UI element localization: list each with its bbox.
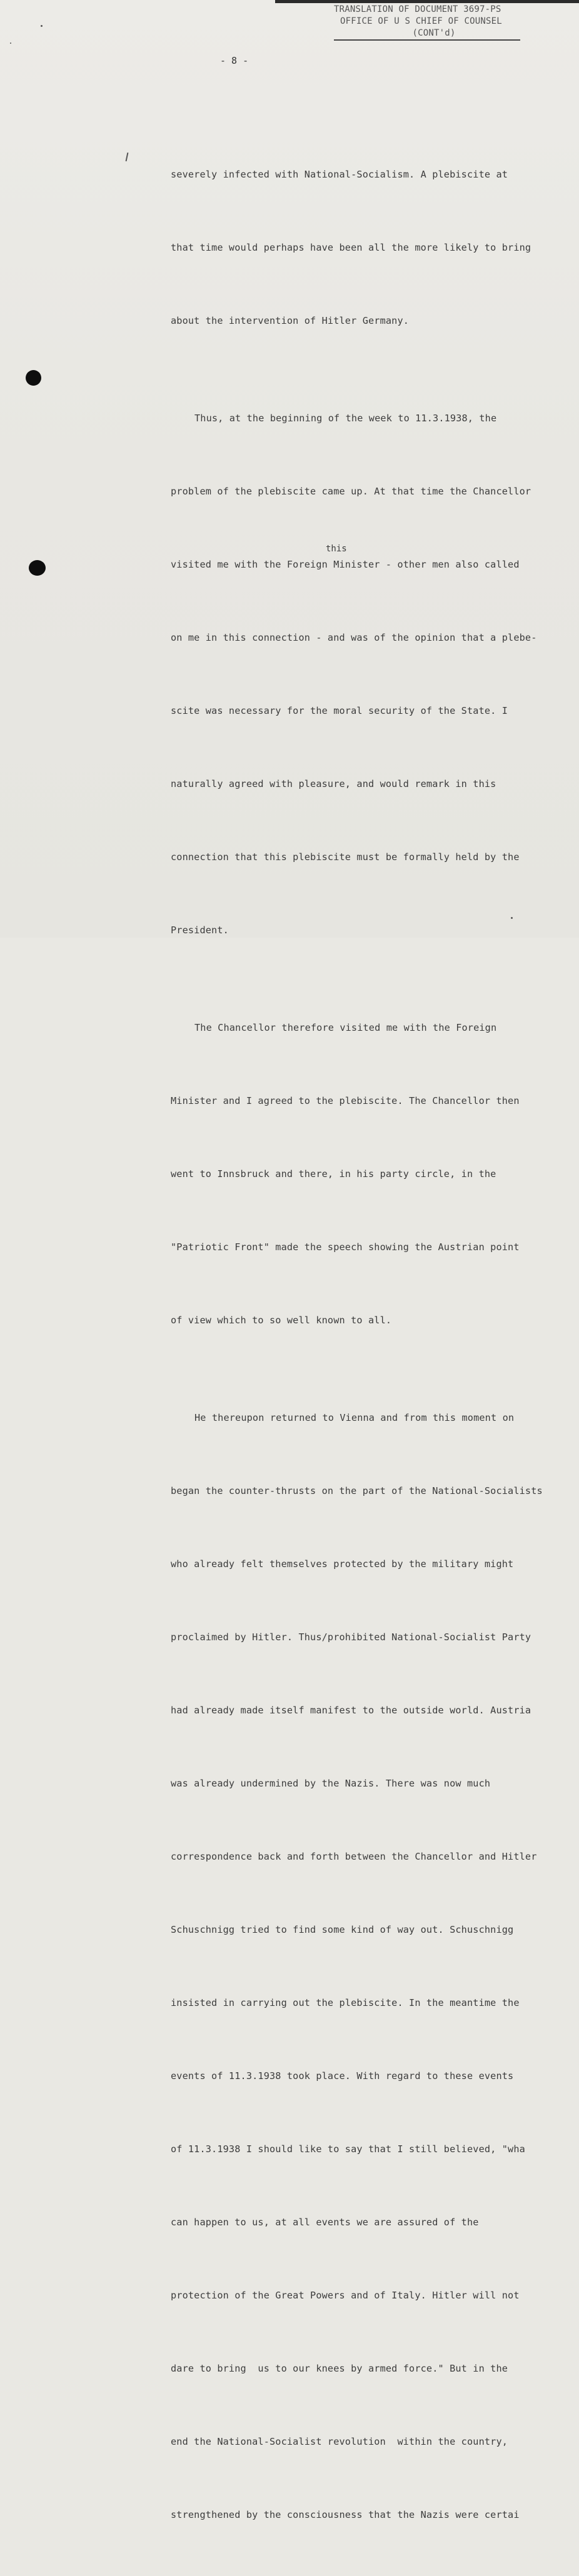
text-line: President. [171, 925, 229, 936]
text-line: strengthened by the consciousness that the Nazis were certai [171, 2509, 520, 2520]
text-line: He thereupon returned to Vienna and from this moment on [194, 1412, 515, 1423]
pencil-mark [126, 153, 128, 161]
text-line: of 11.3.1938 I should like to say that I still believed, "wha [171, 2143, 525, 2155]
header-line-translation: TRANSLATION OF DOCUMENT 3697-PS [334, 4, 501, 14]
text-line: Minister and I agreed to the plebiscite. The Chancellor then [171, 1095, 520, 1106]
text-line: insisted in carrying out the plebiscite. In the meantime the [171, 1997, 520, 2008]
text-line: began the counter-thrusts on the part of the National-Socialists [171, 1485, 543, 1496]
text-line: that time would perhaps have been all the more likely to bring [171, 242, 531, 253]
text-line: end the National-Socialist revolution within the country, [171, 2436, 508, 2447]
text-line: "Patriotic Front" made the speech showing the Austrian point [171, 1241, 520, 1253]
body-text [171, 89, 546, 2576]
document-header [334, 4, 521, 39]
text-line: scite was necessary for the moral security of the State. I [171, 705, 508, 716]
text-line: Thus, at the beginning of the week to 11.3.1938, the [194, 413, 497, 424]
paper-speck [10, 43, 11, 44]
text-line: Schuschnigg tried to find some kind of way out. Schuschnigg [171, 1924, 514, 1935]
text-line: about the intervention of Hitler Germany. [171, 315, 410, 326]
text-line: protection of the Great Powers and of Italy. Hitler will not [171, 2290, 520, 2301]
top-edge-border [275, 0, 579, 3]
text-line: visited me with the Foreign Minister - other men also called [171, 559, 520, 570]
text-line: proclaimed by Hitler. Thus/prohibited National-Socialist Party [171, 1631, 531, 1643]
paper-speck [511, 917, 513, 919]
text-line: correspondence back and forth between the Chancellor and Hitler [171, 1851, 537, 1862]
text-line: problem of the plebiscite came up. At that time the Chancellor [171, 486, 531, 497]
text-line: can happen to us, at all events we are assured of the [171, 2217, 479, 2228]
text-line: of view which to so well known to all. [171, 1315, 392, 1326]
text-line: connection that this plebiscite must be formally held by the [171, 851, 520, 863]
text-line: had already made itself manifest to the outside world. Austria [171, 1705, 531, 1716]
paper-speck [41, 25, 43, 27]
header-line-continued: (CONT'd) [412, 28, 456, 38]
text-line: was already undermined by the Nazis. There was now much [171, 1778, 491, 1789]
text-line: naturally agreed with pleasure, and would remark in this [171, 778, 496, 789]
interlinear-insertion: this [326, 544, 347, 554]
punch-hole [26, 370, 41, 386]
text-line: The Chancellor therefore visited me with the Foreign [194, 1022, 497, 1033]
text-line: on me in this connection - and was of the opinion that a plebe- [171, 632, 537, 643]
text-line: severely infected with National-Socialism. A plebiscite at [171, 169, 508, 180]
page-number: - 8 - [220, 55, 249, 66]
text-line: went to Innsbruck and there, in his party circle, in the [171, 1168, 496, 1180]
header-underline [334, 39, 520, 41]
text-line: who already felt themselves protected by the military might [171, 1558, 514, 1570]
text-line: dare to bring us to our knees by armed force." But in the [171, 2363, 508, 2374]
header-line-office: OFFICE OF U S CHIEF OF COUNSEL [340, 16, 502, 26]
text-line: events of 11.3.1938 took place. With regard to these events [171, 2070, 514, 2082]
punch-hole [29, 560, 46, 576]
